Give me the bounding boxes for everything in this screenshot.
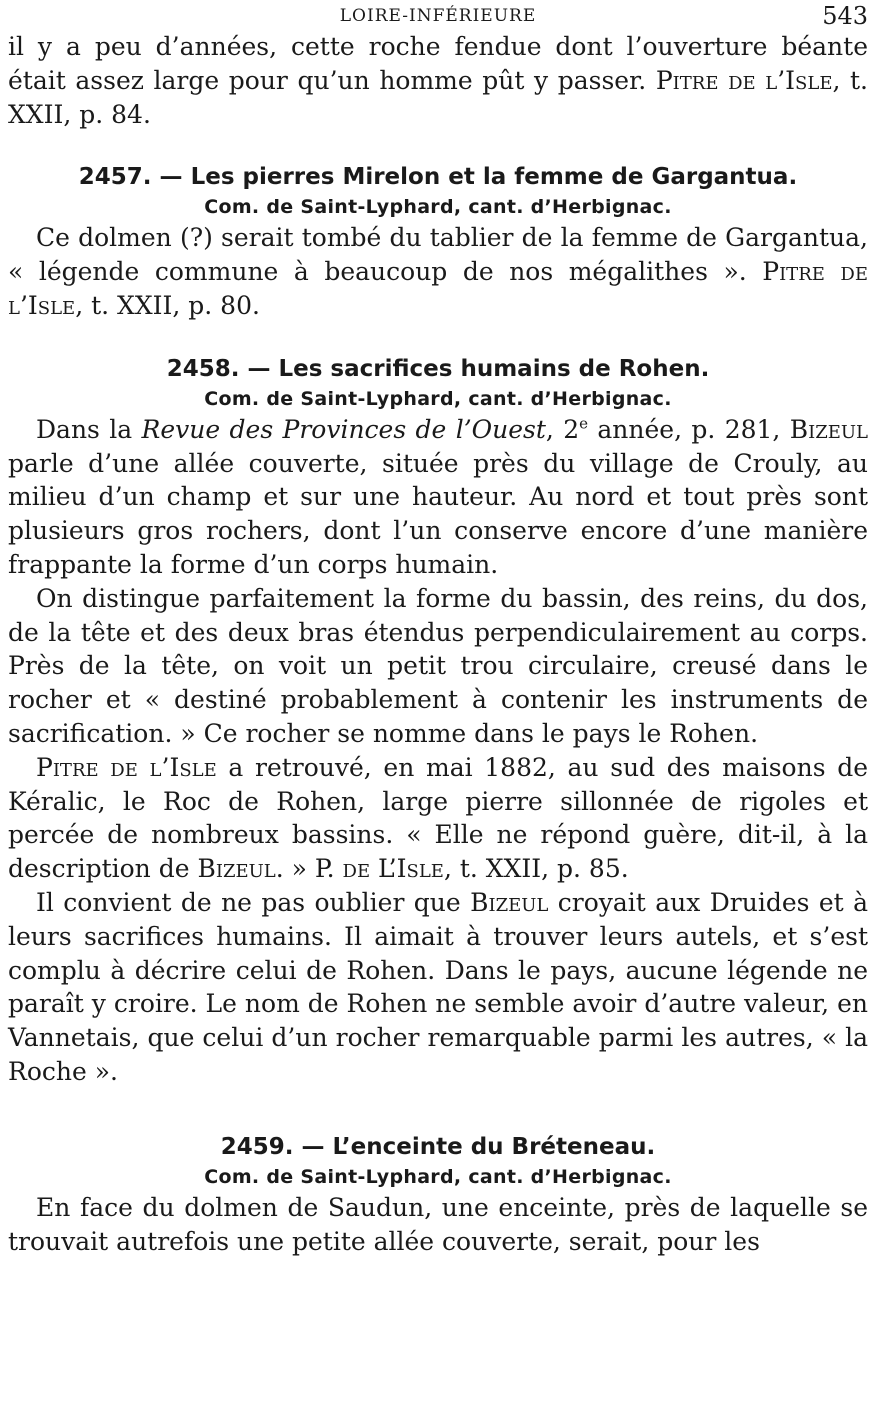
entry-2458-paragraph-3: Pitre de l’Isle a retrouvé, en mai 1882, au sud des maisons de Kéralic, le Roc de Rohen, large pierre sillonnée de rigoles et percée de nombreux bassins. « Elle ne répond guère, dit-il, à la description de Bizeul. » P. de L’Isle, t. XXII, p. 85. <box>8 752 868 884</box>
paragraph-continued: il y a peu d’années, cette roche fendue dont l’ouverture béante était assez large pour qu’un homme pût y passer. Pitre de l’Isle, t. XXII, p. 84. <box>8 32 869 129</box>
entry-2459-paragraph: En face du dolmen de Saudun, une enceinte, près de laquelle se trouvait autrefois une petite allée couverte, serait, pour les <box>8 1192 868 1256</box>
page-number: 543 <box>822 2 868 30</box>
entry-2457-paragraph: Ce dolmen (?) serait tombé du tablier de la femme de Gargantua, « légende commune à beaucoup de nos mégalithes ». Pitre de l’Isle, t. XXII, p. 80. <box>8 223 868 320</box>
entry-title: 2459. — L’enceinte du Bréteneau. <box>220 1133 656 1160</box>
entry-location: Com. de Saint-Lyphard, cant. d’Herbignac. <box>204 387 672 410</box>
entry-2458-paragraph-2: On distingue parfaitement la forme du bassin, des reins, du dos, de la tête et des deux bras étendus perpendiculairement au corps. Près de la tête, on voit un petit trou circulaire, creusé dans le rocher et « destiné probablement à contenir les instruments de sacrification. » Ce rocher se nomme dans le pays le Rohen. <box>8 583 868 748</box>
page <box>8 0 868 1258</box>
entry-2458-paragraph-4: Il convient de ne pas oublier que Bizeul croyait aux Druides et à leurs sacrifices humains. Il aimait à trouver leurs autels, et s’est complu à décrire celui de Rohen. Dans le pays, aucune légende ne paraît y croire. Le nom de Rohen ne semble avoir d’autre valeur, en Vannetais, que celui d’un rocher remarquable parmi les autres, « la Roche ». <box>8 887 868 1086</box>
entry-heading-2459 <box>8 1131 868 1191</box>
entry-title: 2458. — Les sacrifices humains de Rohen. <box>166 355 710 382</box>
entry-location: Com. de Saint-Lyphard, cant. d’Herbignac. <box>204 1165 672 1188</box>
entry-location: Com. de Saint-Lyphard, cant. d’Herbignac. <box>204 196 672 219</box>
entry-heading-2457 <box>8 161 868 221</box>
entry-2458-paragraph-1: Dans la Revue des Provinces de l’Ouest, 2e année, p. 281, Bizeul parle d’une allée couverte, située près du village de Crouly, au milieu d’un champ et sur une hauteur. Au nord et tout près sont plusieurs gros rochers, dont l’un conserve encore d’une manière frappante la forme d’un corps humain. <box>8 414 868 579</box>
entry-title: 2457. — Les pierres Mirelon et la femme de Gargantua. <box>78 164 798 191</box>
running-title: LOIRE-INFÉRIEURE <box>339 6 537 26</box>
entry-heading-2458 <box>8 353 868 413</box>
running-head <box>8 0 868 30</box>
